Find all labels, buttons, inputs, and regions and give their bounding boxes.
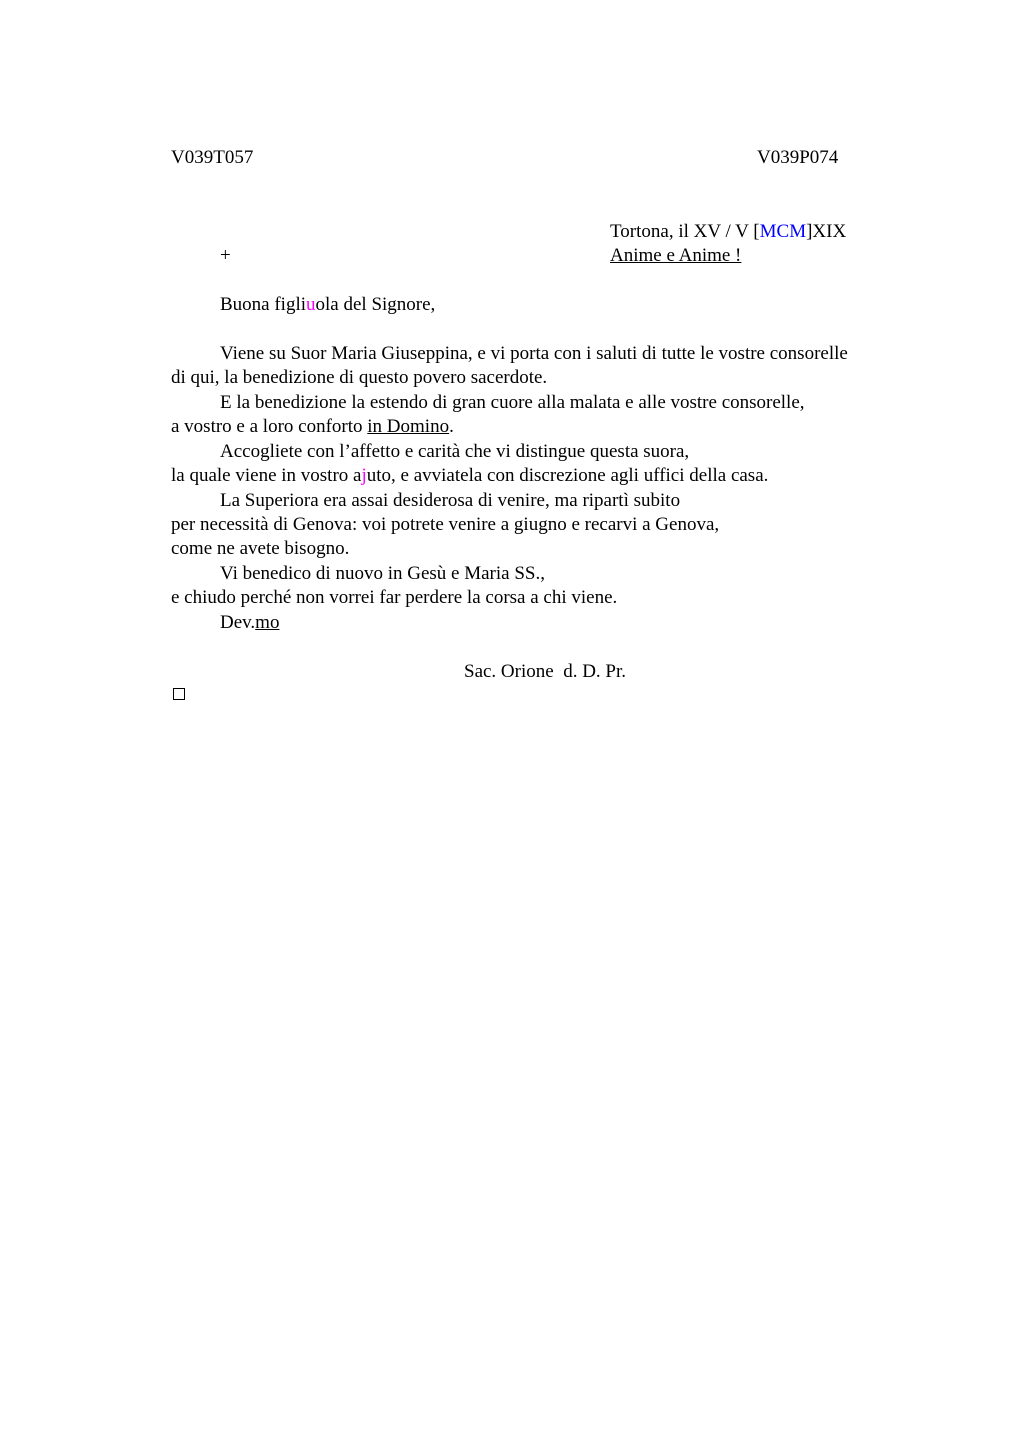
document-code-right: V039P074 <box>757 147 839 168</box>
in-domino-phrase: in Domino <box>367 416 450 437</box>
dateline <box>610 220 846 244</box>
dateline-year-suffix: ]XIX <box>806 221 847 242</box>
signature: Sac. Orione d. D. Pr. <box>464 661 627 682</box>
body-line-7: La Superiora era assai desiderosa di venire, ma ripartì subito <box>220 490 681 511</box>
body-line-11: e chiudo perché non vorrei far perdere la corsa a chi viene. <box>171 587 618 608</box>
body-line-4 <box>171 415 454 439</box>
empty-box-mark <box>173 688 185 700</box>
closing <box>220 611 279 635</box>
salutation-part2: ola del Signore, <box>315 294 436 315</box>
cross-mark: + <box>220 245 231 266</box>
body-line-8: per necessità di Genova: voi potrete venire a giugno e recarvi a Genova, <box>171 514 720 535</box>
body-line-10: Vi benedico di nuovo in Gesù e Maria SS., <box>220 563 545 584</box>
salutation-part1: Buona figli <box>220 294 307 315</box>
body-line-4-prefix: a vostro e a loro conforto <box>171 416 368 437</box>
body-line-4-suffix: . <box>449 416 454 437</box>
salutation <box>220 293 435 317</box>
body-line-5: Accogliete con l’affetto e carità che vi distingue questa suora, <box>220 441 690 462</box>
body-line-2: di qui, la benedizione di questo povero sacerdote. <box>171 367 548 388</box>
body-line-6-highlight: j <box>361 465 367 486</box>
body-line-3: E la benedizione la estendo di gran cuore alla malata e alle vostre consorelle, <box>220 392 805 413</box>
salutation-highlight: u <box>306 294 316 315</box>
body-line-6-prefix: la quale viene in vostro a <box>171 465 362 486</box>
dateline-year-bracketed: MCM <box>759 221 807 242</box>
body-line-1: Viene su Suor Maria Giuseppina, e vi porta con i saluti di tutte le vostre consorelle <box>220 343 848 364</box>
motto: Anime e Anime ! <box>610 245 742 266</box>
document-code-left: V039T057 <box>171 147 254 168</box>
body-line-6-suffix: uto, e avviatela con discrezione agli uffici della casa. <box>366 465 769 486</box>
body-line-6 <box>171 464 768 488</box>
body-line-9: come ne avete bisogno. <box>171 538 350 559</box>
closing-underlined: mo <box>255 612 280 633</box>
dateline-place: Tortona, il XV / V [ <box>610 221 760 242</box>
closing-prefix: Dev. <box>220 612 256 633</box>
